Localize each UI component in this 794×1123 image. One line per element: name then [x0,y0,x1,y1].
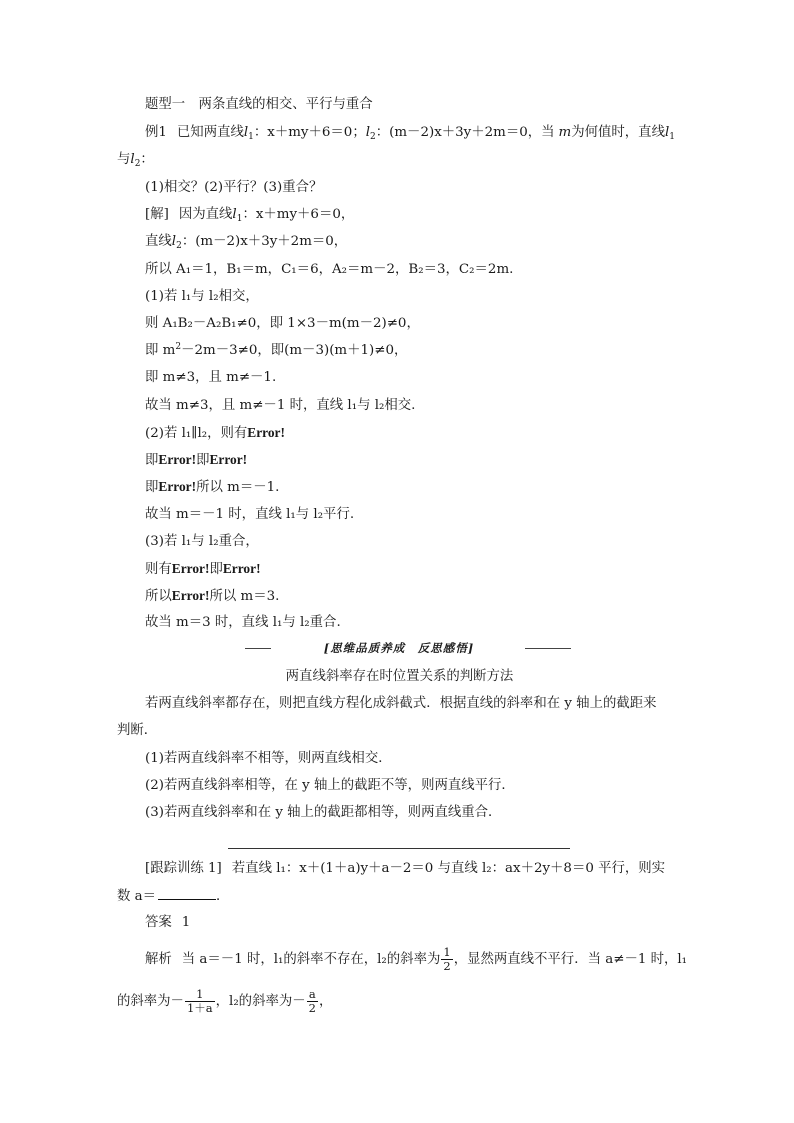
reflection-item-3: (3)若两直线斜率和在 y 轴上的截距都相等，则两直线重合． [145,805,502,820]
solution-line-7: 即 m≠3，且 m≠－1. [145,370,277,385]
solution-line-10: 即Error!即Error! [145,452,248,468]
analysis-label: 解析 [145,952,172,967]
solution-line-16: 故当 m＝3 时，直线 l₁与 l₂重合. [145,615,341,630]
error-marker: Error! [171,588,210,603]
training-question-cont: 数 a＝ ． [117,889,230,904]
fraction-one-half: $\frac{1}{2}$ [443,945,451,973]
training-tag: [跟踪训练 1] [145,861,222,876]
solution-line-15: 所以Error!所以 m＝3. [145,588,280,604]
solution-line-8: 故当 m≠3，且 m≠－1 时，直线 l₁与 l₂相交. [145,398,416,413]
analysis-line-2: 的斜率为－ $\frac{1}{1+a}$ ，l₂的斜率为－ $\frac{a}{2}$ ， [117,987,333,1015]
solution-line-12: 故当 m＝－1 时，直线 l₁与 l₂平行. [145,507,355,522]
reflection-para: 若两直线斜率都存在，则把直线方程化成斜截式．根据直线的斜率和在 y 轴上的截距来 [145,696,657,711]
example-label: 例1 [145,125,167,140]
reflection-item-2: (2)若两直线斜率相等，在 y 轴上的截距不等，则两直线平行． [145,778,515,793]
solution-line-2: 直线$l_2$：(m－2)x＋3y＋2m＝0， [145,234,348,251]
banner-rule-right [525,648,571,649]
section-divider [228,848,570,849]
example-statement: 例1 已知两直线$l_1$：x＋my＋6＝0；$l_2$：(m－2)x＋3y＋2m＝0，当 m为何值时，直线$l_1$ [145,125,675,142]
error-marker: Error! [158,479,197,494]
answer-value: 1 [181,915,191,930]
solution-line-4: (1)若 l₁与 l₂相交， [145,289,259,304]
example-statement-cont: 与$l_2$： [117,152,154,169]
example-questions: (1)相交？(2)平行？(3)重合？ [145,180,323,195]
reflection-heading: 两直线斜率存在时位置关系的判断方法 [285,669,514,684]
error-marker: Error! [158,452,197,467]
error-marker: Error! [247,425,285,440]
training-question: [跟踪训练 1] 若直线 l₁：x＋(1＋a)y＋a－2＝0 与直线 l₂：ax＋2y＋8＝0 平行，则实 [145,861,666,876]
solution-line-3: 所以 A₁＝1，B₁＝m，C₁＝6，A₂＝m－2，B₂＝3，C₂＝2m. [145,262,514,277]
error-marker: Error! [171,561,210,576]
solution-line-9: (2)若 l₁∥l₂，则有Error! [145,425,285,441]
solution-line-11: 即Error!所以 m＝－1. [145,479,280,495]
fraction-one-over-one-plus-a: $\frac{1}{1+a}$ [186,987,213,1015]
solution-line-5: 则 A₁B₂－A₂B₁≠0，即 1×3－m(m－2)≠0， [145,316,420,331]
reflection-para-cont: 判断． [117,723,158,738]
answer-blank [158,887,216,900]
answer-line [145,914,190,932]
solution-line-6: 即 $m^2-2m-3\ne 0$，即(m－3)(m＋1)≠0， [145,342,408,358]
reflection-banner: [思维品质养成 反思感悟] [245,640,571,656]
banner-rule-left [245,648,271,649]
section-title: 题型一 两条直线的相交、平行与重合 [145,97,373,112]
solution-line-1: [解] 因为直线$l_1$：x＋my＋6＝0， [145,207,355,224]
solution-line-14: 则有Error!即Error! [145,561,261,577]
error-marker: Error! [209,452,248,467]
solution-tag: [解] [145,207,169,222]
reflection-item-1: (1)若两直线斜率不相等，则两直线相交． [145,751,392,766]
fraction-a-over-two: $\frac{a}{2}$ [308,987,316,1015]
solution-line-13: (3)若 l₁与 l₂重合， [145,534,259,549]
answer-label: 答案 [145,915,172,930]
error-marker: Error! [222,561,261,576]
analysis-line-1: 解析 当 a＝－1 时，l₁的斜率不存在，l₂的斜率为 $\frac{1}{2}$ ，显然两直线不平行．当 a≠－1 时，l₁ [145,945,688,973]
